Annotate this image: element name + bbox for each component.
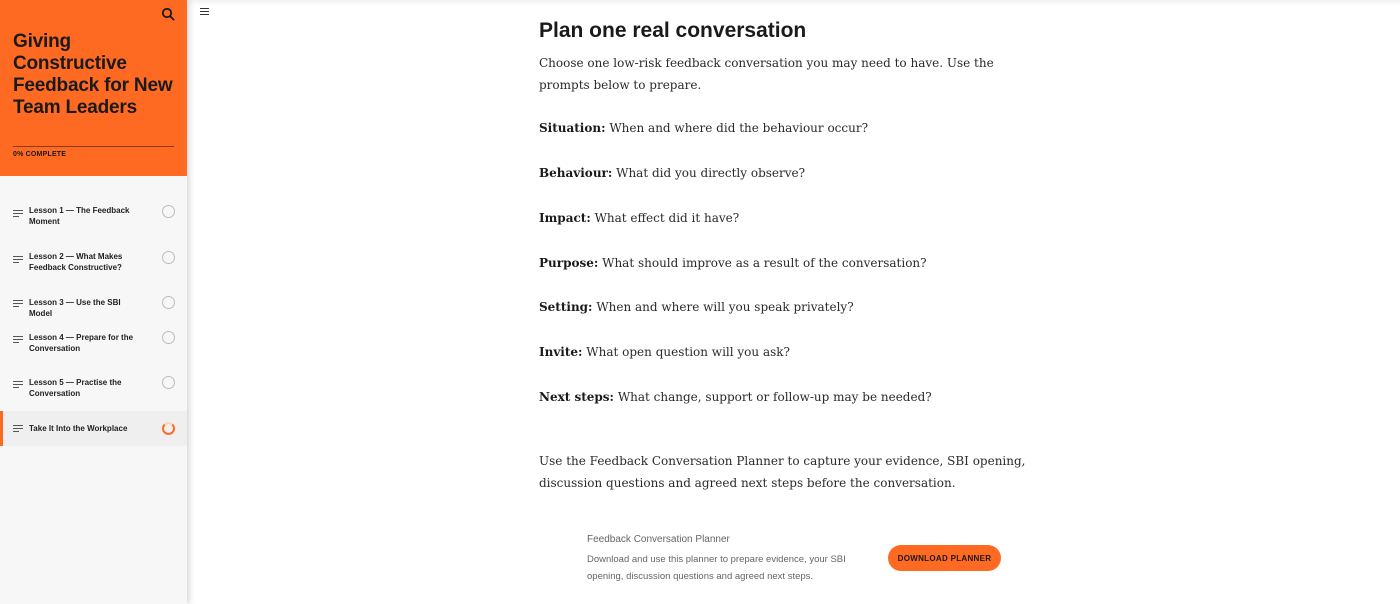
hamburger-icon[interactable] bbox=[200, 8, 209, 16]
lesson-status-icon bbox=[162, 251, 175, 264]
lesson-item-1[interactable] bbox=[0, 199, 187, 233]
lesson-status-icon bbox=[162, 296, 175, 309]
download-description: Download and use this planner to prepare evidence, your SBI opening, discussion questions and agreed next steps. bbox=[587, 554, 846, 582]
lesson-list-icon bbox=[13, 256, 23, 264]
lesson-item-2[interactable] bbox=[0, 245, 187, 279]
prompt-purpose bbox=[539, 254, 927, 272]
prompt-text: What should improve as a result of the conversation? bbox=[598, 256, 927, 270]
progress-text: 0% COMPLETE bbox=[13, 151, 67, 158]
prompt-term: Setting: bbox=[539, 300, 593, 314]
download-title: Feedback Conversation Planner bbox=[587, 534, 730, 545]
lesson-label: Lesson 3 — Use the SBI Model bbox=[29, 298, 121, 318]
prompt-term: Behaviour: bbox=[539, 166, 613, 180]
prompt-text: What open question will you ask? bbox=[582, 345, 790, 359]
outro-paragraph: Use the Feedback Conversation Planner to capture your evidence, SBI opening, discussion questions and agreed next steps before the conversation. bbox=[539, 454, 1026, 490]
prompt-term: Purpose: bbox=[539, 256, 599, 270]
lesson-label: Lesson 5 — Practise the Conversation bbox=[29, 378, 122, 398]
lesson-item-active[interactable] bbox=[0, 411, 187, 446]
course-header bbox=[0, 0, 187, 176]
page-title: Plan one real conversation bbox=[539, 19, 807, 42]
course-sidebar bbox=[0, 0, 187, 604]
lesson-list-icon bbox=[13, 381, 23, 389]
course-title: Giving Constructive Feedback for New Team Leaders bbox=[13, 31, 173, 118]
progress-divider bbox=[13, 146, 174, 147]
lesson-list-icon bbox=[13, 425, 23, 433]
lesson-status-icon bbox=[162, 331, 175, 344]
download-planner-button[interactable]: DOWNLOAD PLANNER bbox=[888, 545, 1001, 571]
lesson-item-5[interactable] bbox=[0, 370, 187, 404]
prompt-invite bbox=[539, 343, 790, 361]
lesson-label: Take It Into the Workplace bbox=[29, 424, 128, 433]
prompt-behaviour bbox=[539, 164, 805, 182]
lesson-label: Lesson 1 — The Feedback Moment bbox=[29, 206, 130, 226]
prompt-next-steps bbox=[539, 388, 932, 406]
intro-paragraph: Choose one low-risk feedback conversation you may need to have. Use the prompts below to prepare. bbox=[539, 56, 994, 92]
prompt-term: Invite: bbox=[539, 345, 583, 359]
top-shadow bbox=[187, 0, 1400, 6]
lesson-list-icon bbox=[13, 336, 23, 344]
prompt-setting bbox=[539, 298, 854, 316]
prompt-impact bbox=[539, 209, 739, 227]
lesson-item-3[interactable] bbox=[0, 290, 187, 324]
lesson-label: Lesson 2 — What Makes Feedback Constructive? bbox=[29, 252, 123, 272]
prompt-text: What did you directly observe? bbox=[612, 166, 806, 180]
lesson-progress-icon bbox=[162, 422, 175, 435]
prompt-term: Next steps: bbox=[539, 390, 614, 404]
prompt-text: When and where will you speak privately? bbox=[592, 300, 854, 314]
prompt-term: Situation: bbox=[539, 121, 606, 135]
search-icon[interactable] bbox=[161, 7, 175, 21]
lesson-list-icon bbox=[13, 300, 23, 308]
lesson-item-4[interactable] bbox=[0, 325, 187, 359]
prompt-situation bbox=[539, 119, 868, 137]
download-block bbox=[587, 534, 1007, 584]
prompt-text: What effect did it have? bbox=[590, 211, 740, 225]
prompt-text: What change, support or follow-up may be needed? bbox=[614, 390, 932, 404]
lesson-label: Lesson 4 — Prepare for the Conversation bbox=[29, 333, 134, 353]
lesson-status-icon bbox=[162, 205, 175, 218]
prompt-text: When and where did the behaviour occur? bbox=[605, 121, 869, 135]
lesson-list-icon bbox=[13, 210, 23, 218]
lesson-status-icon bbox=[162, 376, 175, 389]
active-indicator bbox=[0, 411, 3, 446]
prompt-term: Impact: bbox=[539, 211, 591, 225]
